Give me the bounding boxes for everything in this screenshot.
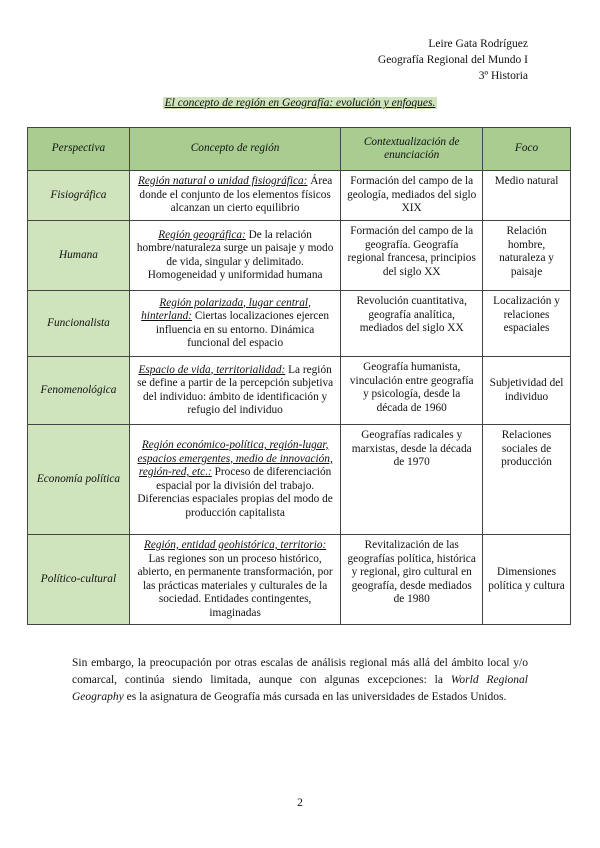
perspective-cell: Funcionalista — [28, 291, 130, 357]
perspective-cell: Fenomenológica — [28, 357, 130, 425]
body-paragraph — [72, 655, 528, 706]
table-header-row — [28, 128, 571, 171]
focus-cell: Dimensiones política y cultura — [483, 535, 571, 625]
title-text: El concepto de región en Geografía: evolución y enfoques. — [164, 97, 436, 109]
concept-description: Las regiones son un proceso histórico, abierto, en permanente transformación, por las prácticas materiales y culturales de la sociedad. Entidades contingentes, imaginadas — [137, 552, 333, 619]
document-title — [0, 97, 600, 109]
table-row — [28, 221, 571, 291]
perspective-cell: Humana — [28, 221, 130, 291]
concept-cell — [129, 535, 340, 625]
concept-term: Región, entidad geohistórica, territorio: — [143, 539, 327, 551]
course-name: Geografía Regional del Mundo I — [377, 54, 528, 66]
concept-cell — [129, 357, 340, 425]
perspective-cell: Político-cultural — [28, 535, 130, 625]
author-name: Leire Gata Rodríguez — [428, 38, 528, 50]
focus-cell: Medio natural — [483, 171, 571, 221]
paragraph-part-2: es la asignatura de Geografía más cursada en las universidades de Estados Unidos. — [123, 691, 507, 703]
page-number: 2 — [297, 797, 303, 809]
concept-term: Región natural o unidad fisiográfica: — [138, 175, 308, 188]
concept-description: Proceso de diferenciación espacial por la división del trabajo. Diferencias espaciales propias del modo de producción capitalista — [137, 466, 333, 519]
concept-cell — [129, 425, 340, 535]
paragraph-italic-title: World Regional Geography — [72, 674, 528, 703]
concept-term: Espacio de vida, territorialidad: — [138, 363, 286, 376]
concept-term: Región económico-política, región-lugar, espacios emergentes, medio de innovación, región-red, etc.: — [137, 439, 333, 478]
concept-cell — [129, 291, 340, 357]
concept-term: Región polarizada, lugar central, hinterland: — [141, 296, 311, 322]
col-header-focus: Foco — [483, 128, 571, 171]
col-header-perspective: Perspectiva — [28, 128, 130, 171]
paragraph-part-1: Sin embargo, la preocupación por otras escalas de análisis regional más allá del ámbito local y/o comarcal, continúa siendo limitada, aunque con algunas excepciones: la — [72, 657, 528, 686]
concept-cell — [129, 221, 340, 291]
table-row — [28, 425, 571, 535]
table-row — [28, 171, 571, 221]
concept-description: Ciertas localizaciones ejercen influencia en su entorno. Dinámica funcional del espacio — [155, 310, 330, 349]
context-cell: Geografías radicales y marxistas, desde la década de 1970 — [341, 425, 483, 535]
table-row — [28, 291, 571, 357]
context-cell: Revitalización de las geografías política, histórica y regional, giro cultural en geografía, desde mediados de 1980 — [341, 535, 483, 625]
concept-description: La región se define a partir de la percepción subjetiva del individuo: ámbito de identificación y refugio del individuo — [137, 363, 334, 416]
concept-term: Región geográfica: — [158, 228, 246, 241]
course-year: 3º Historia — [478, 70, 528, 82]
focus-cell: Relaciones sociales de producción — [483, 425, 571, 535]
col-header-concept: Concepto de región — [129, 128, 340, 171]
context-cell: Formación del campo de la geografía. Geografía regional francesa, principios del siglo XX — [341, 221, 483, 291]
context-cell: Revolución cuantitativa, geografía analítica, mediados del siglo XX — [341, 291, 483, 357]
concept-description: De la relación hombre/naturaleza surge un paisaje y modo de vida, singular y delimitado. Homogeneidad y uniformidad humana — [136, 228, 334, 281]
region-concept-table — [27, 127, 571, 625]
perspective-cell: Economía política — [28, 425, 130, 535]
document-header — [378, 36, 528, 84]
col-header-context: Contextualización de enunciación — [341, 128, 483, 171]
concept-cell — [129, 171, 340, 221]
context-cell: Geografía humanista, vinculación entre geografía y psicología, desde la década de 1960 — [341, 357, 483, 425]
perspective-cell: Fisiográfica — [28, 171, 130, 221]
focus-cell: Localización y relaciones espaciales — [483, 291, 571, 357]
focus-cell: Subjetividad del individuo — [483, 357, 571, 425]
concept-description: Área donde el conjunto de los elementos físicos alcanzan un cierto equilibrio — [139, 175, 333, 215]
focus-cell: Relación hombre, naturaleza y paisaje — [483, 221, 571, 291]
context-cell: Formación del campo de la geología, mediados del siglo XIX — [341, 171, 483, 221]
table-row — [28, 535, 571, 625]
table-row — [28, 357, 571, 425]
